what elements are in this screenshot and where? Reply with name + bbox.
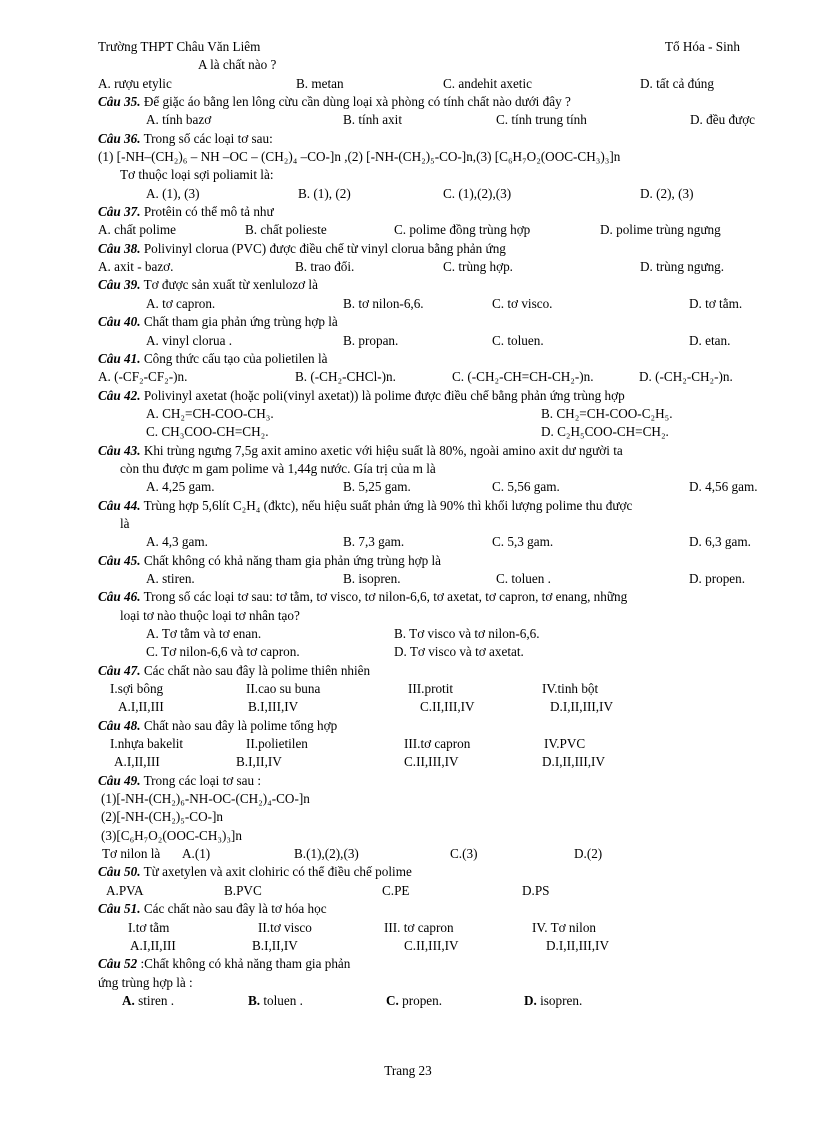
option-a: A. tơ capron.	[146, 295, 216, 311]
option-b: B. tơ nilon-6,6.	[343, 295, 424, 311]
option-a: A. Tơ tằm và tơ enan.	[146, 626, 262, 641]
option-c: C. 5,3 gam.	[492, 534, 554, 550]
question-48	[98, 717, 778, 735]
option-b: B. metan	[296, 75, 344, 91]
option-b: B. 5,25 gam.	[343, 479, 411, 495]
question-text: Tơ được sản xuất từ xenlulozơ là	[140, 277, 318, 293]
question-text: Polivinyl clorua (PVC) được điều chế từ vinyl clorua bằng phản ứng	[140, 240, 506, 256]
formula-49-2: (2)[-NH-(CH₂)₅-CO-]n	[101, 809, 223, 825]
option-b: B.I,II,IV	[252, 937, 298, 953]
option-text: isopren.	[536, 992, 583, 1008]
option-a: A. vinyl clorua .	[146, 332, 233, 348]
question-text: Để giặc áo bằng len lông cừu cần dùng loại xà phòng có tính chất nào dưới đây ?	[140, 94, 571, 110]
option-d: D. trùng ngưng.	[640, 259, 725, 275]
question-47	[98, 662, 778, 680]
option-b: B.I,II,IV	[236, 754, 282, 770]
options-38	[98, 258, 778, 276]
question-number: Câu 41.	[98, 350, 141, 366]
option-c	[386, 992, 442, 1010]
option-a: A.(1)	[182, 846, 211, 862]
option-a: A.I,II,III	[118, 699, 164, 715]
option-a: A.I,II,III	[130, 937, 176, 953]
option-c: C. toluen.	[492, 332, 544, 348]
option-label: D.	[524, 992, 537, 1008]
intro-text: A là chất nào ?	[198, 57, 277, 73]
question-44-cont: là	[120, 515, 130, 531]
page-header	[98, 38, 778, 56]
option-d: D.I,II,III,IV	[550, 699, 613, 715]
question-39	[98, 276, 778, 294]
option-a: A. rượu etylic	[98, 75, 172, 91]
question-number: Câu 44.	[98, 497, 141, 513]
option-c: C. andehit axetic	[443, 75, 532, 91]
question-number: Câu 37.	[98, 204, 141, 220]
item-3: III. tơ capron	[384, 919, 454, 935]
question-text: Công thức cấu tạo của polietilen là	[140, 350, 328, 366]
formula-49-3: (3)[C₆H₇O₂(OOC-CH₃)₃]n	[101, 827, 242, 843]
intro-options	[98, 75, 778, 93]
question-number: Câu 46.	[98, 589, 141, 605]
item-2: II.polietilen	[246, 736, 308, 752]
question-52	[98, 955, 778, 973]
question-text: Các chất nào sau đây là tơ hóa học	[140, 901, 327, 917]
option-a: A.I,II,III	[114, 754, 160, 770]
question-text: Protêin có thể mô tả như	[140, 204, 274, 220]
option-b: B. trao đổi.	[295, 259, 355, 275]
question-43-cont: còn thu được m gam polime và 1,44g nước. Gía trị của m là	[120, 460, 436, 476]
question-number: Câu 45.	[98, 552, 141, 568]
option-c: C.PE	[382, 882, 410, 898]
options-45	[98, 570, 778, 588]
options-46-row1	[98, 625, 778, 643]
item-2: II.cao su buna	[246, 681, 321, 697]
school-name: Trường THPT Châu Văn Liêm	[98, 39, 261, 54]
option-d: D. Tơ visco và tơ axetat.	[394, 644, 524, 660]
options-47	[98, 698, 778, 716]
option-b: B. Tơ visco và tơ nilon-6,6.	[394, 626, 540, 641]
options-42-row2	[98, 423, 778, 441]
question-44	[98, 497, 778, 515]
item-3: III.protit	[408, 681, 454, 697]
option-d: D. đều được	[690, 112, 756, 128]
question-number: Câu 47.	[98, 662, 141, 678]
options-52	[98, 992, 778, 1010]
option-c: C.II,III,IV	[420, 699, 475, 715]
option-label: B.	[248, 992, 261, 1008]
question-text: Từ axetylen và axit clohiric có thể điều chế polime	[140, 864, 412, 880]
question-35	[98, 93, 778, 111]
option-a: A. (-CF₂-CF₂-)n.	[98, 369, 188, 385]
options-36	[98, 185, 778, 203]
option-d: D. 6,3 gam.	[689, 534, 751, 550]
formula-36: (1) [-NH–(CH₂)₆ – NH –OC – (CH₂)₄ –CO-]n ,(2) [-NH-(CH₂)₅-CO-]n,(3) [C₆H₇O₂(OOC-CH₃)₃]n	[98, 149, 621, 165]
option-a: A. chất polime	[98, 222, 177, 238]
question-51	[98, 900, 778, 918]
question-text: Các chất nào sau đây là polime thiên nhiên	[140, 662, 371, 678]
question-text: Trong các loại tơ sau :	[140, 772, 262, 788]
option-text: stiren .	[134, 992, 175, 1008]
question-46-cont: loại tơ nào thuộc loại tơ nhân tạo?	[120, 607, 300, 623]
item-1: I.nhựa bakelit	[110, 736, 184, 752]
question-46	[98, 588, 778, 606]
option-d: D.I,II,III,IV	[546, 937, 609, 953]
question-43	[98, 442, 778, 460]
question-49	[98, 772, 778, 790]
question-37	[98, 203, 778, 221]
option-c: C.II,III,IV	[404, 754, 459, 770]
option-text: propen.	[398, 992, 443, 1008]
option-b: B.(1),(2),(3)	[294, 846, 359, 862]
option-d: D. (-CH₂-CH₂-)n.	[639, 369, 733, 385]
question-text: Khi trùng ngưng 7,5g axit amino axetic với hiệu suất là 80%, ngoài amino axit dư người ta	[140, 442, 623, 458]
item-4: IV.PVC	[544, 736, 586, 752]
question-number: Câu 51.	[98, 901, 141, 917]
item-1: I.tơ tằm	[128, 919, 170, 935]
question-text: Trong số các loại tơ sau:	[140, 130, 273, 146]
question-42	[98, 387, 778, 405]
lead-text: Tơ nilon là	[102, 846, 161, 862]
options-50	[98, 882, 778, 900]
option-b: B. 7,3 gam.	[343, 534, 405, 550]
question-number: Câu 50.	[98, 864, 141, 880]
option-c: C.II,III,IV	[404, 937, 459, 953]
items-48	[98, 735, 778, 753]
options-39	[98, 295, 778, 313]
option-d: D.(2)	[574, 846, 603, 862]
option-c: C. (1),(2),(3)	[443, 185, 512, 201]
question-41	[98, 350, 778, 368]
option-d: D. (2), (3)	[640, 185, 694, 201]
option-c: C. toluen .	[496, 570, 551, 586]
options-51	[98, 937, 778, 955]
option-c: C. (-CH₂-CH=CH-CH₂-)n.	[452, 369, 594, 385]
option-c: C. Tơ nilon-6,6 và tơ capron.	[146, 644, 300, 660]
items-47	[98, 680, 778, 698]
option-a: A. tính bazơ	[146, 112, 212, 128]
formula-49-1: (1)[-NH-(CH₂)₆-NH-OC-(CH₂)₄-CO-]n	[101, 791, 310, 807]
item-2: II.tơ visco	[258, 919, 312, 935]
option-a: A. 4,3 gam.	[146, 534, 208, 550]
question-45	[98, 552, 778, 570]
option-b: B.PVC	[224, 882, 262, 898]
option-b: B. tính axit	[343, 112, 402, 128]
option-a: A. (1), (3)	[146, 185, 200, 201]
options-37	[98, 221, 778, 239]
option-d: D.PS	[522, 882, 550, 898]
option-d: D. C₂H₅COO-CH=CH₂.	[541, 424, 669, 440]
question-text: Chất không có khả năng tham gia phản ứng trùng hợp là	[140, 552, 442, 568]
question-number: Câu 52	[98, 956, 138, 972]
option-c: C.(3)	[450, 846, 478, 862]
option-a: A.PVA	[106, 882, 144, 898]
options-49	[98, 845, 778, 863]
option-b: B. chất polieste	[245, 222, 327, 238]
question-text: Polivinyl axetat (hoặc poli(vinyl axetat)) là polime được điều chế bằng phản ứng trùng hợp	[140, 387, 625, 403]
option-b: B. (1), (2)	[298, 185, 351, 201]
option-a	[122, 992, 174, 1010]
options-42-row1	[98, 405, 778, 423]
subtext-36: Tơ thuộc loại sợi poliamit là:	[120, 167, 274, 183]
option-d: D. tơ tằm.	[689, 295, 743, 311]
question-number: Câu 48.	[98, 717, 141, 733]
question-52-cont: ứng trùng hợp là :	[98, 974, 193, 990]
option-text: toluen .	[260, 992, 303, 1008]
question-text: :Chất không có khả năng tham gia phản	[137, 956, 351, 972]
option-d: D. tất cả đúng	[640, 75, 714, 91]
question-number: Câu 42.	[98, 387, 141, 403]
question-text: Trùng hợp 5,6lít C₂H₄ (đktc), nếu hiệu suất phản ứng là 90% thì khối lượng polime thu được	[140, 497, 633, 513]
question-number: Câu 39.	[98, 277, 141, 293]
page-number: Trang 23	[384, 1063, 432, 1078]
options-48	[98, 753, 778, 771]
question-36	[98, 130, 778, 148]
option-c: C. trùng hợp.	[443, 259, 513, 275]
question-text: Chất nào sau đây là polime tổng hợp	[140, 717, 338, 733]
option-b: B. CH₂=CH-COO-C₂H₅.	[541, 405, 673, 421]
item-3: III.tơ capron	[404, 736, 471, 752]
question-40	[98, 313, 778, 331]
question-50	[98, 863, 778, 881]
item-4: IV.tinh bột	[542, 681, 599, 697]
question-number: Câu 49.	[98, 772, 141, 788]
option-d: D. polime trùng ngưng	[600, 222, 721, 238]
item-1: I.sợi bông	[110, 681, 164, 697]
option-d: D. propen.	[689, 570, 746, 586]
option-b: B. propan.	[343, 332, 399, 348]
option-b	[248, 992, 303, 1010]
item-4: IV. Tơ nilon	[532, 919, 597, 935]
options-44	[98, 533, 778, 551]
option-c: C. CH₃COO-CH=CH₂.	[146, 424, 269, 440]
options-46-row2	[98, 643, 778, 661]
question-number: Câu 36.	[98, 130, 141, 146]
option-label: A.	[122, 992, 135, 1008]
option-d: D. etan.	[689, 332, 731, 348]
option-a: A. CH₂=CH-COO-CH₃.	[146, 405, 274, 421]
question-number: Câu 38.	[98, 240, 141, 256]
options-35	[98, 111, 778, 129]
option-c: C. tính trung tính	[496, 112, 587, 128]
option-d: D.I,II,III,IV	[542, 754, 605, 770]
option-a: A. axit - bazơ.	[98, 259, 174, 275]
option-c: C. polime đồng trùng hợp	[394, 222, 531, 238]
options-43	[98, 478, 778, 496]
option-b: B. isopren.	[343, 570, 401, 586]
question-text: Trong số các loại tơ sau: tơ tằm, tơ visco, tơ nilon-6,6, tơ axetat, tơ capron, tơ enang, những	[140, 589, 628, 605]
option-b: B. (-CH₂-CHCl-)n.	[295, 369, 396, 385]
option-d	[524, 992, 582, 1010]
options-40	[98, 332, 778, 350]
page	[98, 38, 778, 1010]
option-b: B.I,III,IV	[248, 699, 299, 715]
question-number: Câu 43.	[98, 442, 141, 458]
question-number: Câu 40.	[98, 314, 141, 330]
question-text: Chất tham gia phản ứng trùng hợp là	[140, 314, 338, 330]
option-c: C. tơ visco.	[492, 295, 553, 311]
department-name: Tổ Hóa - Sinh	[664, 39, 740, 54]
question-38	[98, 240, 778, 258]
options-41	[98, 368, 778, 386]
question-number: Câu 35.	[98, 94, 141, 110]
items-51	[98, 919, 778, 937]
option-label: C.	[386, 992, 399, 1008]
option-d: D. 4,56 gam.	[689, 479, 758, 495]
option-a: A. 4,25 gam.	[146, 479, 215, 495]
option-a: A. stiren.	[146, 570, 195, 586]
option-c: C. 5,56 gam.	[492, 479, 560, 495]
